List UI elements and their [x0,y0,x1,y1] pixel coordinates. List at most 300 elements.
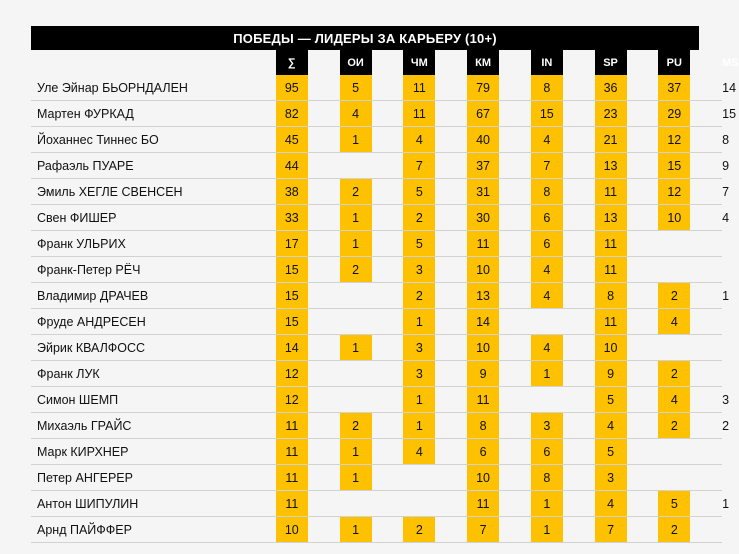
athlete-name: Владимир ДРАЧЕВ [31,283,244,309]
win-count-cell: 9 [467,361,499,387]
column-gap [244,361,276,387]
column-gap [563,257,595,283]
column-gap [435,205,467,231]
win-count-cell: 40 [467,127,499,153]
column-gap [627,75,659,101]
column-header: КМ [467,50,499,75]
column-gap [244,231,276,257]
win-count-cell: 6 [531,439,563,465]
column-gap [499,257,531,283]
table-title: ПОБЕДЫ — ЛИДЕРЫ ЗА КАРЬЕРУ (10+) [31,26,699,50]
win-count-cell: 11 [467,231,499,257]
column-gap [372,75,404,101]
win-count-cell [658,465,690,491]
column-gap [435,465,467,491]
column-gap [690,101,722,127]
win-count-cell [340,491,372,517]
column-gap [627,387,659,413]
column-gap [308,179,340,205]
table-row: Свен ФИШЕР 33 1 2 30 6 13 10 4 [31,205,722,231]
win-count-cell: 17 [276,231,308,257]
win-count-cell: 5 [403,179,435,205]
win-count-cell: 15 [658,153,690,179]
column-gap [627,439,659,465]
column-gap [690,413,722,439]
column-gap [690,50,722,75]
column-gap [563,50,595,75]
column-gap [690,309,722,335]
column-gap [563,309,595,335]
column-gap [690,75,722,101]
win-count-cell: 11 [403,101,435,127]
win-count-cell: 7 [531,153,563,179]
win-count-cell: 8 [467,413,499,439]
win-count-cell: 13 [467,283,499,309]
column-gap [244,335,276,361]
column-gap [627,179,659,205]
win-count-cell: 1 [531,517,563,543]
column-gap [435,335,467,361]
athlete-name: Симон ШЕМП [31,387,244,413]
win-count-cell: 37 [658,75,690,101]
column-gap [690,517,722,543]
win-count-cell: 3 [403,335,435,361]
win-count-cell: 82 [276,101,308,127]
column-gap [372,465,404,491]
win-count-cell: 3 [595,465,627,491]
win-count-cell: 12 [276,387,308,413]
column-gap [372,387,404,413]
win-count-cell: 5 [595,439,627,465]
column-gap [244,465,276,491]
column-gap [308,387,340,413]
win-count-cell: 14 [276,335,308,361]
column-gap [499,75,531,101]
column-gap [372,127,404,153]
leaders-table-panel [31,26,739,543]
column-gap [435,491,467,517]
column-gap [308,283,340,309]
column-gap [435,439,467,465]
column-gap [627,283,659,309]
win-count-cell: 11 [467,491,499,517]
win-count-cell: 1 [403,413,435,439]
column-gap [499,153,531,179]
column-gap [435,50,467,75]
column-gap [563,361,595,387]
column-gap [690,335,722,361]
win-count-cell [658,257,690,283]
column-gap [435,283,467,309]
win-count-cell: 1 [403,387,435,413]
column-gap [563,153,595,179]
athlete-name: Эмиль ХЕГЛЕ СВЕНСЕН [31,179,244,205]
table-row: Йоханнес Тиннес БО 45 1 4 40 4 21 12 8 [31,127,722,153]
column-gap [627,50,659,75]
athlete-name: Фруде АНДРЕСЕН [31,309,244,335]
column-gap [244,439,276,465]
win-count-cell: 10 [467,465,499,491]
win-count-cell: 4 [595,413,627,439]
column-gap [372,205,404,231]
win-count-cell: 1 [340,205,372,231]
athlete-name: Рафаэль ПУАРЕ [31,153,244,179]
column-gap [372,491,404,517]
column-gap [372,179,404,205]
win-count-cell: 15 [531,101,563,127]
column-gap [435,413,467,439]
column-gap [627,231,659,257]
win-count-cell: 4 [658,387,690,413]
table-row: Михаэль ГРАЙС 11 2 1 8 3 4 2 2 [31,413,722,439]
column-gap [244,75,276,101]
header-name-spacer [31,50,244,75]
win-count-cell: 1 [340,517,372,543]
table-row: Уле Эйнар БЬОРНДАЛЕН 95 5 11 79 8 36 37 14 [31,75,722,101]
column-gap [627,257,659,283]
athlete-name: Арнд ПАЙФФЕР [31,517,244,543]
column-gap [627,413,659,439]
column-gap [499,465,531,491]
win-count-cell: 2 [340,413,372,439]
column-gap [308,361,340,387]
column-gap [308,309,340,335]
win-count-cell: 8 [531,179,563,205]
win-count-cell: 11 [595,179,627,205]
win-count-cell: 3 [403,257,435,283]
column-gap [435,517,467,543]
column-gap [499,179,531,205]
athlete-name: Эйрик КВАЛФОСС [31,335,244,361]
column-gap [372,231,404,257]
column-gap [563,179,595,205]
column-gap [372,257,404,283]
column-gap [627,153,659,179]
column-gap [690,153,722,179]
table-row [31,335,722,361]
table-row [31,361,722,387]
column-gap [563,335,595,361]
win-count-cell: 11 [595,231,627,257]
column-gap [244,101,276,127]
column-gap [627,309,659,335]
win-count-cell: 7 [467,517,499,543]
column-gap [627,127,659,153]
column-gap [499,439,531,465]
table-row [31,517,722,543]
column-gap [690,387,722,413]
column-gap [435,257,467,283]
table-row [31,257,722,283]
win-count-cell: 11 [276,465,308,491]
column-gap [308,413,340,439]
win-count-cell: 4 [340,101,372,127]
win-count-cell [531,309,563,335]
column-gap [244,413,276,439]
column-gap [308,153,340,179]
column-gap [499,309,531,335]
athlete-name: Франк ЛУК [31,361,244,387]
column-gap [435,75,467,101]
column-gap [499,491,531,517]
column-gap [435,361,467,387]
win-count-cell: 12 [658,127,690,153]
win-count-cell [340,153,372,179]
win-count-cell: 14 [467,309,499,335]
win-count-cell: 10 [595,335,627,361]
athlete-name: Уле Эйнар БЬОРНДАЛЕН [31,75,244,101]
win-count-cell: 2 [658,361,690,387]
column-gap [435,309,467,335]
win-count-cell: 13 [595,205,627,231]
column-gap [627,205,659,231]
column-gap [372,153,404,179]
column-gap [499,413,531,439]
column-gap [244,309,276,335]
column-gap [244,50,276,75]
column-gap [627,465,659,491]
table-row [31,465,722,491]
win-count-cell: 11 [276,491,308,517]
athlete-name: Антон ШИПУЛИН [31,491,244,517]
column-gap [690,439,722,465]
column-header: ЧМ [403,50,435,75]
win-count-cell: 2 [403,205,435,231]
table-row [31,439,722,465]
win-count-cell: 31 [467,179,499,205]
column-gap [244,257,276,283]
win-count-cell: 15 [276,309,308,335]
column-gap [563,413,595,439]
athlete-name: Франк УЛЬРИХ [31,231,244,257]
column-gap [244,179,276,205]
win-count-cell: 7 [595,517,627,543]
win-count-cell: 15 [276,283,308,309]
column-gap [690,127,722,153]
win-count-cell [340,387,372,413]
column-header: ОИ [340,50,372,75]
win-count-cell: 30 [467,205,499,231]
win-count-cell [658,335,690,361]
win-count-cell: 4 [531,283,563,309]
win-count-cell: 4 [531,257,563,283]
column-gap [372,413,404,439]
table-row: Симон ШЕМП 12 1 11 5 4 3 [31,387,722,413]
table-row: Рафаэль ПУАРЕ 44 7 37 7 13 15 9 [31,153,722,179]
win-count-cell: 10 [467,335,499,361]
column-gap [308,75,340,101]
win-count-cell: 33 [276,205,308,231]
win-count-cell: 12 [276,361,308,387]
win-count-cell: 8 [531,75,563,101]
win-count-cell [403,465,435,491]
column-gap [308,517,340,543]
win-count-cell [531,387,563,413]
column-gap [563,231,595,257]
column-gap [435,101,467,127]
win-count-cell [658,439,690,465]
column-gap [372,283,404,309]
table-row [31,231,722,257]
column-gap [627,101,659,127]
column-gap [308,205,340,231]
win-count-cell: 11 [467,387,499,413]
win-count-cell: 8 [531,465,563,491]
win-count-cell [340,309,372,335]
table-row: Эмиль ХЕГЛЕ СВЕНСЕН 38 2 5 31 8 11 12 7 [31,179,722,205]
win-count-cell: 5 [658,491,690,517]
column-gap [372,361,404,387]
win-count-cell: 10 [467,257,499,283]
win-count-cell: 1 [340,231,372,257]
athlete-name: Марк КИРХНЕР [31,439,244,465]
column-header: SP [595,50,627,75]
column-gap [690,231,722,257]
column-gap [244,387,276,413]
column-gap [308,439,340,465]
win-count-cell: 2 [340,179,372,205]
win-count-cell: 11 [276,439,308,465]
win-count-cell: 2 [658,517,690,543]
win-count-cell: 1 [531,491,563,517]
column-gap [627,517,659,543]
column-gap [563,101,595,127]
column-gap [499,361,531,387]
column-gap [499,127,531,153]
column-gap [563,517,595,543]
win-count-cell: 10 [276,517,308,543]
win-count-cell: 12 [658,179,690,205]
column-gap [308,491,340,517]
win-count-cell: 44 [276,153,308,179]
win-count-cell: 1 [340,127,372,153]
column-gap [308,101,340,127]
table-row: Владимир ДРАЧЕВ 15 2 13 4 8 2 1 [31,283,722,309]
column-gap [563,75,595,101]
win-count-cell: 4 [595,491,627,517]
column-gap [244,205,276,231]
column-gap [308,335,340,361]
column-gap [435,387,467,413]
column-gap [499,335,531,361]
athlete-name: Мартен ФУРКАД [31,101,244,127]
column-gap [499,50,531,75]
column-gap [563,439,595,465]
athlete-name: Петер АНГЕРЕР [31,465,244,491]
column-gap [435,231,467,257]
win-count-cell: 79 [467,75,499,101]
column-gap [690,205,722,231]
leaders-table [31,50,739,543]
column-gap [499,517,531,543]
column-gap [563,205,595,231]
win-count-cell: 1 [403,309,435,335]
column-header: IN [531,50,563,75]
win-count-cell [340,361,372,387]
win-count-cell: 4 [403,439,435,465]
win-count-cell: 4 [531,335,563,361]
column-gap [690,257,722,283]
win-count-cell: 1 [340,465,372,491]
win-count-cell: 11 [595,257,627,283]
column-gap [372,439,404,465]
win-count-cell: 2 [658,283,690,309]
athlete-name: Йоханнес Тиннес БО [31,127,244,153]
win-count-cell: 45 [276,127,308,153]
win-count-cell: 2 [403,517,435,543]
column-gap [499,231,531,257]
win-count-cell: 6 [467,439,499,465]
column-gap [435,179,467,205]
column-gap [244,153,276,179]
column-gap [308,465,340,491]
athlete-name: Михаэль ГРАЙС [31,413,244,439]
column-gap [372,335,404,361]
column-gap [690,361,722,387]
win-count-cell: 10 [658,205,690,231]
win-count-cell: 2 [403,283,435,309]
column-gap [244,491,276,517]
column-gap [563,387,595,413]
win-count-cell: 21 [595,127,627,153]
column-gap [690,465,722,491]
column-gap [563,465,595,491]
column-gap [499,101,531,127]
column-gap [372,50,404,75]
column-gap [499,283,531,309]
win-count-cell: 5 [340,75,372,101]
win-count-cell: 13 [595,153,627,179]
column-gap [308,127,340,153]
column-gap [308,231,340,257]
win-count-cell: 7 [403,153,435,179]
win-count-cell: 1 [340,335,372,361]
column-gap [308,257,340,283]
athlete-name: Франк-Петер РЁЧ [31,257,244,283]
win-count-cell: 95 [276,75,308,101]
column-gap [563,127,595,153]
column-gap [627,491,659,517]
column-gap [372,309,404,335]
win-count-cell: 23 [595,101,627,127]
column-header: PU [658,50,690,75]
column-gap [627,335,659,361]
column-gap [435,127,467,153]
column-gap [308,50,340,75]
column-gap [499,387,531,413]
win-count-cell: 6 [531,231,563,257]
win-count-cell: 2 [340,257,372,283]
column-gap [627,361,659,387]
win-count-cell [340,283,372,309]
column-gap [435,153,467,179]
table-row: Антон ШИПУЛИН 11 11 1 4 5 1 [31,491,722,517]
athlete-name: Свен ФИШЕР [31,205,244,231]
win-count-cell: 37 [467,153,499,179]
win-count-cell: 5 [595,387,627,413]
win-count-cell: 2 [658,413,690,439]
win-count-cell: 67 [467,101,499,127]
column-gap [499,205,531,231]
win-count-cell: 6 [531,205,563,231]
win-count-cell: 8 [595,283,627,309]
column-gap [690,491,722,517]
win-count-cell: 36 [595,75,627,101]
win-count-cell: 1 [531,361,563,387]
win-count-cell: 3 [403,361,435,387]
column-gap [372,517,404,543]
column-header: ∑ [276,50,308,75]
